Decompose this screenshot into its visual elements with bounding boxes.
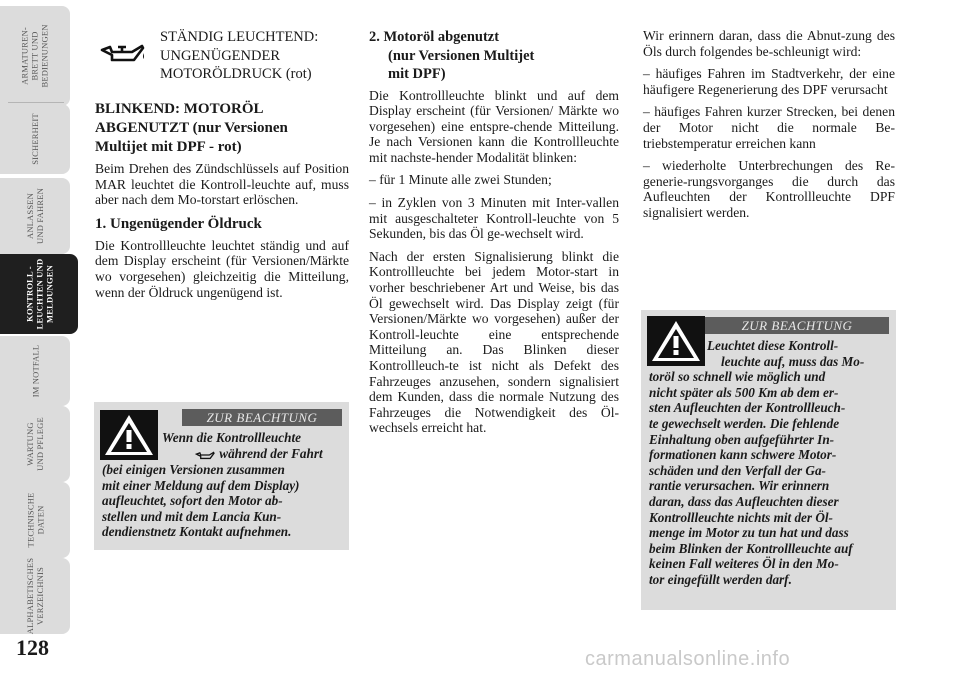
section-heading-oil-pressure: STÄNDIG LEUCHTEND: UNGENÜGENDER MOTORÖLDRUCK (rot): [160, 29, 319, 82]
paragraph: – für 1 Minute alle zwei Stunden;: [369, 172, 552, 188]
paragraph: Beim Drehen des Zündschlüssels auf Position MAR leuchtet die Kontroll-leuchte auf, muss aber nach dem Mo-torstart erlöschen.: [95, 161, 349, 208]
oil-can-icon: [98, 38, 146, 66]
column-2: [369, 28, 619, 443]
warning-text-2b: toröl so schnell wie möglich und nicht später als 500 Km ab dem er- sten Aufleuchten der Kontrollleuch- te gewechselt werden. Die fehlende Einhaltung oben aufgeführter In- formationen kann schwere Motor- schäden und den Verfall der Ga- rantie verursachen. Wir erinnern daran, dass das Aufleuchten dieser Kontrollleuchte nichts mit der Öl- menge im Motor zu tun hat und dass beim Blinken der Kontrollleuchte auf keinen Fall weiteres Öl in den Mo- tor eingefüllt werden darf.: [649, 369, 853, 587]
warning-band: ZUR BEACHTUNG: [182, 409, 342, 426]
warning-text-2a: Leuchtet diese Kontroll- leuchte auf, muss das Mo-: [707, 338, 865, 369]
oil-can-icon: [194, 449, 216, 461]
column-1: [95, 100, 349, 307]
paragraph: – in Zyklen von 3 Minuten mit Inter-vallen mit ausgeschalteter Kontroll-leuchte von 5 Sekunden, bis das Öl ge-wechselt wird.: [369, 195, 619, 242]
tab-kontrollleuchten[interactable]: KONTROLL - LEUCHTEN UND MELDUNGEN: [0, 254, 78, 334]
paragraph: – wiederholte Unterbrechungen des Re-generie-rungsvorganges die durch das Aufleuchten der Kontrollleuchte DPF signalisiert werden.: [643, 158, 895, 220]
warning-box-1: [94, 402, 349, 550]
subheading-oil-pressure: 1. Ungenügender Öldruck: [95, 215, 262, 232]
tab-divider: [8, 102, 64, 103]
page-number: 128: [16, 635, 49, 660]
tab-sicherheit[interactable]: SICHERHEIT: [0, 104, 70, 174]
tab-wartung[interactable]: WARTUNG UND PFLEGE: [0, 406, 70, 482]
paragraph: Die Kontrollleuchte leuchtet ständig und auf dem Display erscheint (für Versionen/Märkte wo vorgesehen) gleichzeitig die Mitteilung, wenn der Öldruck ungenügend ist.: [95, 237, 349, 300]
tab-verzeichnis[interactable]: ALPHABETISCHES VERZEICHNIS: [0, 558, 70, 634]
section-heading-oil-worn-2: 2. Motoröl abgenutzt (nur Versionen Multijet mit DPF): [369, 29, 535, 82]
warning-band: ZUR BEACHTUNG: [705, 317, 889, 334]
paragraph: – häufiges Fahren im Stadtverkehr, der eine häufigere Regenerierung des DPF verursacht: [643, 66, 895, 97]
warning-box-2: [641, 310, 896, 610]
warning-text-1b: (bei einigen Versionen zusammen mit einer Meldung auf dem Display) aufleuchtet, sofort den Motor ab- stellen und mit dem Lancia Kun- dendienstnetz Kontakt aufnehmen.: [102, 462, 300, 540]
tab-armaturenbrett[interactable]: ARMATUREN- BRETT UND BEDIENUNGEN: [0, 6, 70, 106]
tab-technische-daten[interactable]: TECHNISCHE DATEN: [0, 482, 70, 558]
warning-text-1a: Wenn die Kontrollleuchte während der Fahrt: [162, 430, 323, 461]
paragraph: Nach der ersten Signalisierung blinkt die Kontrollleuchte bei jedem Motor-start in vorher beschriebener Art und Weise, bis das Öl gewechselt wird. Das Display zeigt (für Versionen/Märkte wo vorgesehen) außer der Kontroll-leuchte eine entsprechende Mitteilung an. Das Blinken dieser Kontrollleuch-te ist nicht als Defekt des Fahrzeuges anzusehen, sondern signalisiert dem Kunden, dass die normale Nutzung des Fahrzeuges die Notwendigkeit des Öl-wechsels erreicht hat.: [369, 248, 619, 436]
warning-triangle-icon: [647, 316, 705, 366]
chapter-tabs: [0, 0, 82, 640]
warning-triangle-icon: [100, 410, 158, 460]
watermark-text: carmanualsonline.info: [585, 648, 791, 670]
paragraph: – häufiges Fahren kurzer Strecken, bei denen der Motor nicht die normale Be-triebstemperatur erreichen kann: [643, 104, 895, 151]
tab-im-notfall[interactable]: IM NOTFALL: [0, 336, 70, 406]
paragraph: Die Kontrollleuchte blinkt und auf dem Display erscheint (für Versionen/ Märkte wo vorgesehen) eine entspre-chende Mitteilung. Je nach Versionen kann die Kontrollleuchte mit nachste-hender Modalität blinken:: [369, 87, 619, 165]
paragraph: Wir erinnern daran, dass die Abnut-zung des Öls durch folgendes be-schleunigt wird:: [643, 28, 895, 59]
tab-anlassen[interactable]: ANLASSEN UND FAHREN: [0, 178, 70, 254]
column-3: [643, 28, 895, 228]
section-heading-oil-worn: BLINKEND: MOTORÖL ABGENUTZT (nur Versionen Multijet mit DPF - rot): [95, 101, 288, 155]
